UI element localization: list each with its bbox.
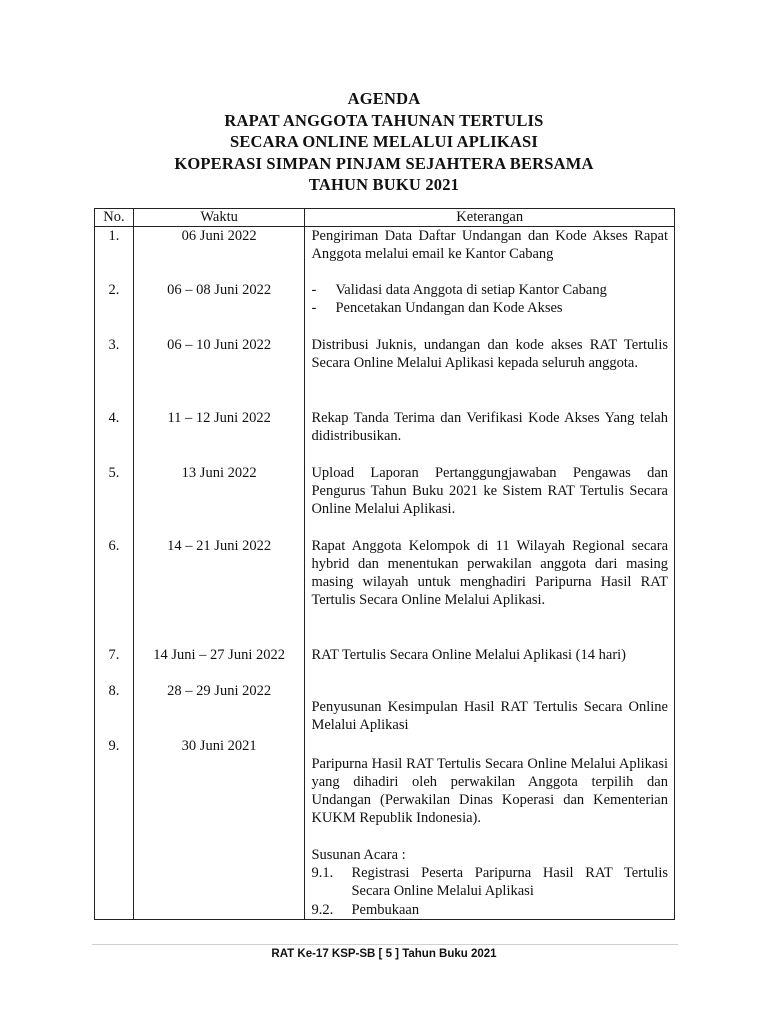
table-row (95, 336, 675, 409)
header-time: Waktu (133, 209, 305, 227)
table-row (95, 682, 675, 737)
row-no: 7. (95, 646, 134, 682)
table-row (95, 227, 675, 281)
row-no: 5. (95, 464, 134, 537)
table-row (95, 646, 675, 682)
title-line-3: SECARA ONLINE MELALUI APLIKASI (229, 132, 539, 151)
note-text: Upload Laporan Pertanggungjawaban Pengawas dan Pengurus Tahun Buku 2021 ke Sistem RAT Tertulis Secara Online Melalui Aplikasi. (311, 464, 668, 518)
row-note (305, 646, 675, 682)
row-time: 14 Juni – 27 Juni 2022 (133, 646, 305, 682)
row-no: 8. (95, 682, 134, 737)
row-note (305, 409, 675, 464)
table-row (95, 409, 675, 464)
row-note (305, 336, 675, 409)
sub-heading: Susunan Acara : (311, 846, 406, 863)
row-no: 1. (95, 227, 134, 281)
row-time: 13 Juni 2022 (133, 464, 305, 537)
page-footer: RAT Ke-17 KSP-SB [ 5 ] Tahun Buku 2021 (271, 948, 497, 960)
title-line-1: AGENDA (347, 89, 421, 108)
title-line-4: KOPERASI SIMPAN PINJAM SEJAHTERA BERSAMA (174, 153, 594, 173)
row-time: 30 Juni 2021 (133, 737, 305, 920)
bullet-text: Pencetakan Undangan dan Kode Akses (335, 299, 563, 316)
sub-item-text: Registrasi Peserta Paripurna Hasil RAT Tertulis Secara Online Melalui Aplikasi (351, 864, 668, 900)
sub-item (311, 864, 668, 901)
sub-item (311, 901, 668, 919)
row-no: 6. (95, 537, 134, 646)
row-time: 06 – 08 Juni 2022 (133, 281, 305, 336)
row-time: 06 – 10 Juni 2022 (133, 336, 305, 409)
row-note (305, 227, 675, 281)
footer-divider (92, 944, 678, 945)
note-text: Paripurna Hasil RAT Tertulis Secara Online Melalui Aplikasi yang dihadiri oleh perwakilan Anggota terpilih dan Undangan (Perwakilan Dinas Koperasi dan Kementerian KUKM Republik Indonesia). (311, 755, 668, 827)
title-line-2: RAPAT ANGGOTA TAHUNAN TERTULIS (224, 110, 544, 130)
table-row (95, 537, 675, 646)
table-row (95, 464, 675, 537)
row-note (305, 281, 675, 336)
row-time: 11 – 12 Juni 2022 (133, 409, 305, 464)
row-no: 4. (95, 409, 134, 464)
bullet-item: - Pencetakan Undangan dan Kode Akses (311, 299, 563, 316)
sub-item-number: 9.2. (311, 901, 334, 918)
row-no: 9. (95, 737, 134, 920)
row-note (305, 737, 675, 920)
row-no: 3. (95, 336, 134, 409)
note-text: Distribusi Juknis, undangan dan kode akses RAT Tertulis Secara Online Melalui Aplikasi kepada seluruh anggota. (311, 336, 668, 371)
note-text: Rekap Tanda Terima dan Verifikasi Kode Akses Yang telah didistribusikan. (311, 409, 668, 444)
table-header-row (95, 209, 675, 227)
row-time: 28 – 29 Juni 2022 (133, 682, 305, 737)
row-time: 06 Juni 2022 (133, 227, 305, 281)
sub-item-number: 9.1. (311, 864, 334, 881)
row-time: 14 – 21 Juni 2022 (133, 537, 305, 646)
bullet-text: Validasi data Anggota di setiap Kantor Cabang (335, 281, 607, 298)
agenda-table (94, 208, 675, 920)
table-row (95, 281, 675, 336)
note-text: Pengiriman Data Daftar Undangan dan Kode Akses Rapat Anggota melalui email ke Kantor Cabang (311, 228, 668, 263)
bullet-item: - Validasi data Anggota di setiap Kantor Cabang (311, 281, 607, 298)
agenda-title (0, 88, 768, 196)
row-note (305, 682, 675, 737)
row-note (305, 537, 675, 646)
header-no: No. (95, 209, 134, 227)
title-line-5: TAHUN BUKU 2021 (308, 175, 460, 194)
header-note: Keterangan (305, 209, 675, 227)
sub-item-text: Pembukaan (351, 901, 420, 918)
note-text: Rapat Anggota Kelompok di 11 Wilayah Regional secara hybrid dan menentukan perwakilan anggota dari masing masing wilayah untuk menghadiri Paripurna Hasil RAT Tertulis Secara Online Melalui Aplikasi. (311, 537, 668, 609)
table-row (95, 737, 675, 920)
note-text: RAT Tertulis Secara Online Melalui Aplikasi (14 hari) (311, 646, 627, 663)
note-text: Penyusunan Kesimpulan Hasil RAT Tertulis Secara Online Melalui Aplikasi (311, 698, 668, 733)
row-no: 2. (95, 281, 134, 336)
row-note (305, 464, 675, 537)
